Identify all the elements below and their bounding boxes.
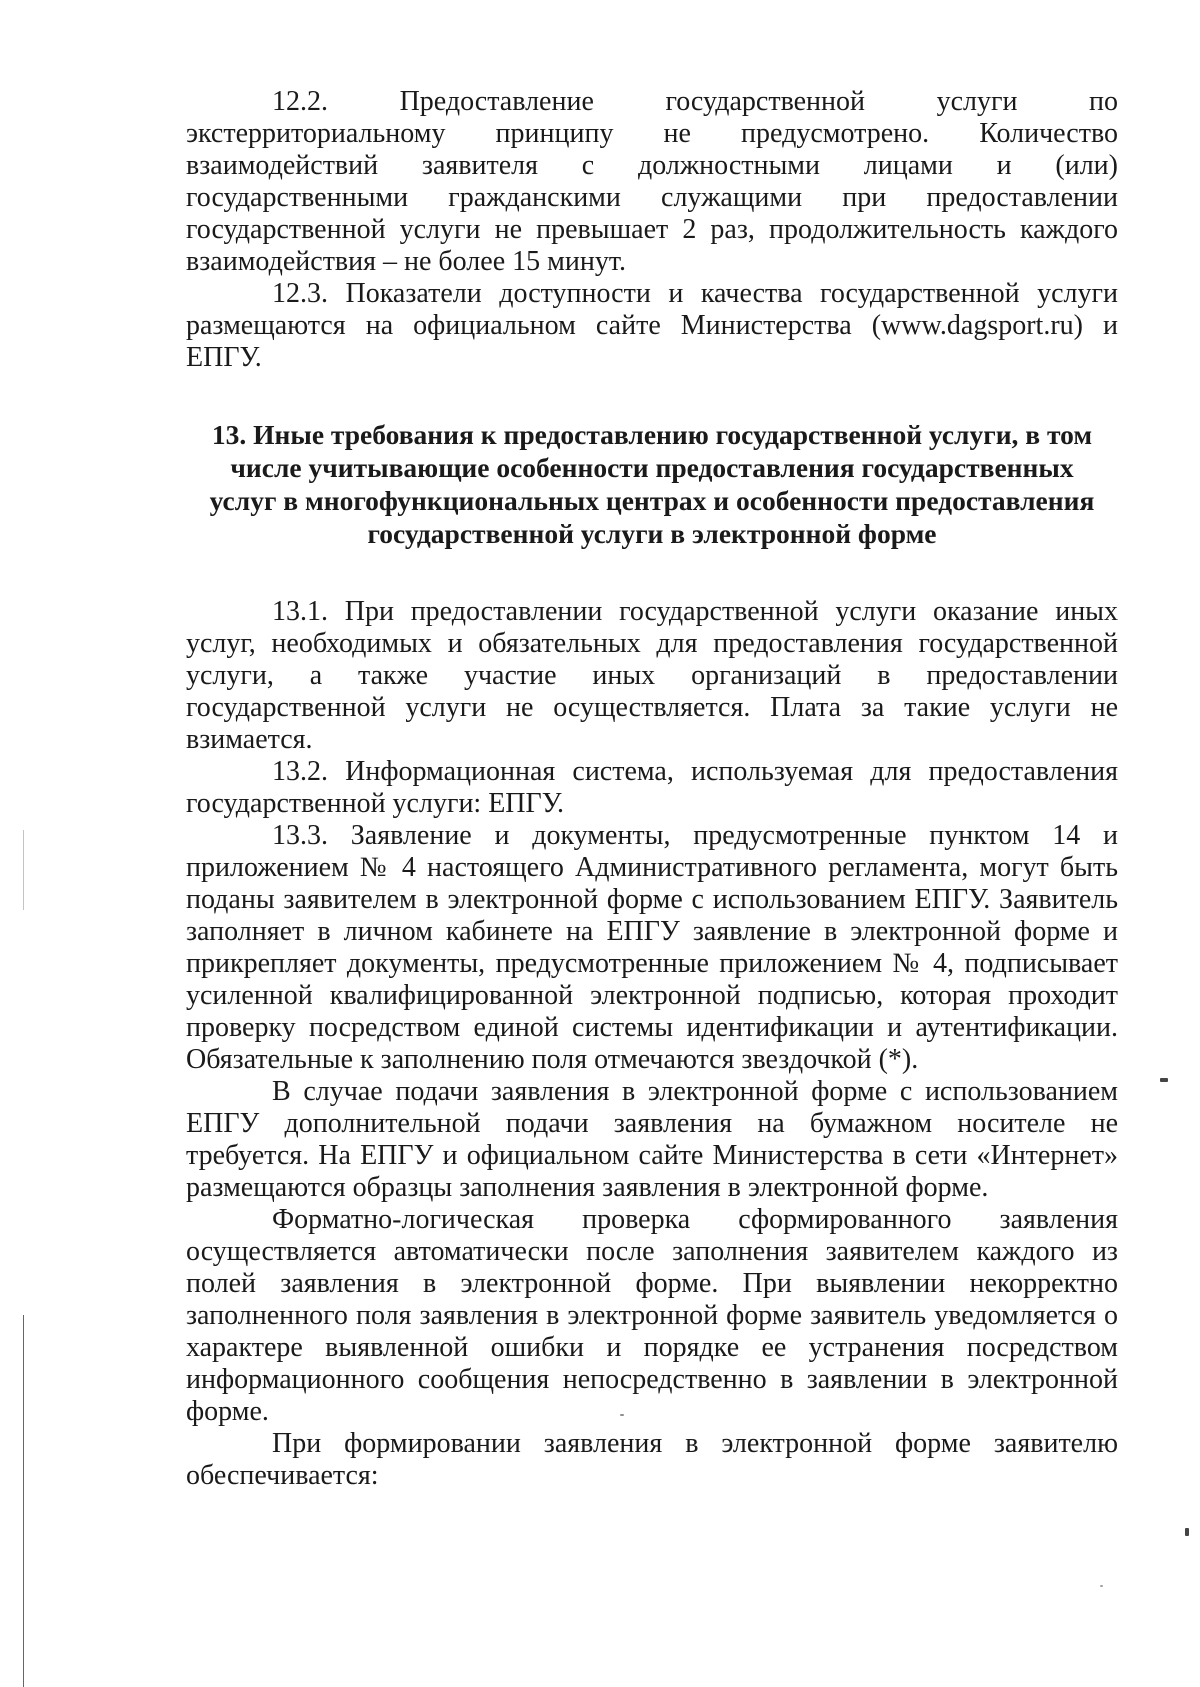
- scan-artifact: [23, 830, 24, 910]
- scan-artifact: [1100, 1585, 1103, 1587]
- paragraph-12-2: 12.2. Предоставление государственной услуги по экстерриториальному принципу не предусмотрено. Количество взаимодействий заявителя с должностными лицами и (или) государственными гражданскими служащими при предоставлении государственной услуги не превышает 2 раз, продолжительность каждого взаимодействия – не более 15 минут.: [186, 86, 1118, 277]
- section-13-heading: [186, 418, 1118, 550]
- scan-artifact: [1185, 1528, 1189, 1536]
- paragraph-13-2: 13.2. Информационная система, используемая для предоставления государственной услуги: ЕПГУ.: [186, 756, 1118, 819]
- paragraph-provided: При формировании заявления в электронной форме заявителю обеспечивается:: [186, 1428, 1118, 1491]
- paragraph-12-3: 12.3. Показатели доступности и качества государственной услуги размещаются на официальном сайте Министерства (www.dagsport.ru) и ЕПГУ.: [186, 278, 1118, 373]
- heading-line: государственной услуги в электронной форме: [367, 518, 937, 549]
- paragraph-13-1: 13.1. При предоставлении государственной услуги оказание иных услуг, необходимых и обязательных для предоставления государственной услуги, а также участие иных организаций в предоставлении государственной услуги не осуществляется. Плата за такие услуги не взимается.: [186, 596, 1118, 755]
- paragraph-13-3: 13.3. Заявление и документы, предусмотренные пунктом 14 и приложением № 4 настоящего Административного регламента, могут быть поданы заявителем в электронной форме с использованием ЕПГУ. Заявитель заполняет в личном кабинете на ЕПГУ заявление в электронной форме и прикрепляет документы, предусмотренные приложением № 4, подписывает усиленной квалифицированной электронной подписью, которая проходит проверку посредством единой системы идентификации и аутентификации. Обязательные к заполнению поля отмечаются звездочкой (*).: [186, 820, 1118, 1075]
- paragraph-epgu-paper: В случае подачи заявления в электронной форме с использованием ЕПГУ дополнительной подачи заявления на бумажном носителе не требуется. На ЕПГУ и официальном сайте Министерства в сети «Интернет» размещаются образцы заполнения заявления в электронной форме.: [186, 1076, 1118, 1203]
- scan-artifact: [23, 1315, 24, 1687]
- scan-artifact: [1160, 1078, 1168, 1082]
- heading-line: числе учитывающие особенности предоставления государственных: [230, 452, 1074, 483]
- heading-line: 13. Иные требования к предоставлению государственной услуги, в том: [211, 419, 1093, 450]
- paragraph-format-check: Форматно-логическая проверка сформированного заявления осуществляется автоматически после заполнения заявителем каждого из полей заявления в электронной форме. При выявлении некорректно заполненного поля заявления в электронной форме заявитель уведомляется о характере выявленной ошибки и порядке ее устранения посредством информационного сообщения непосредственно в заявлении в электронной форме.: [186, 1204, 1118, 1427]
- scan-artifact: [620, 1414, 624, 1416]
- heading-line: услуг в многофункциональных центрах и особенности предоставления: [209, 485, 1095, 516]
- document-page: [186, 86, 1118, 1492]
